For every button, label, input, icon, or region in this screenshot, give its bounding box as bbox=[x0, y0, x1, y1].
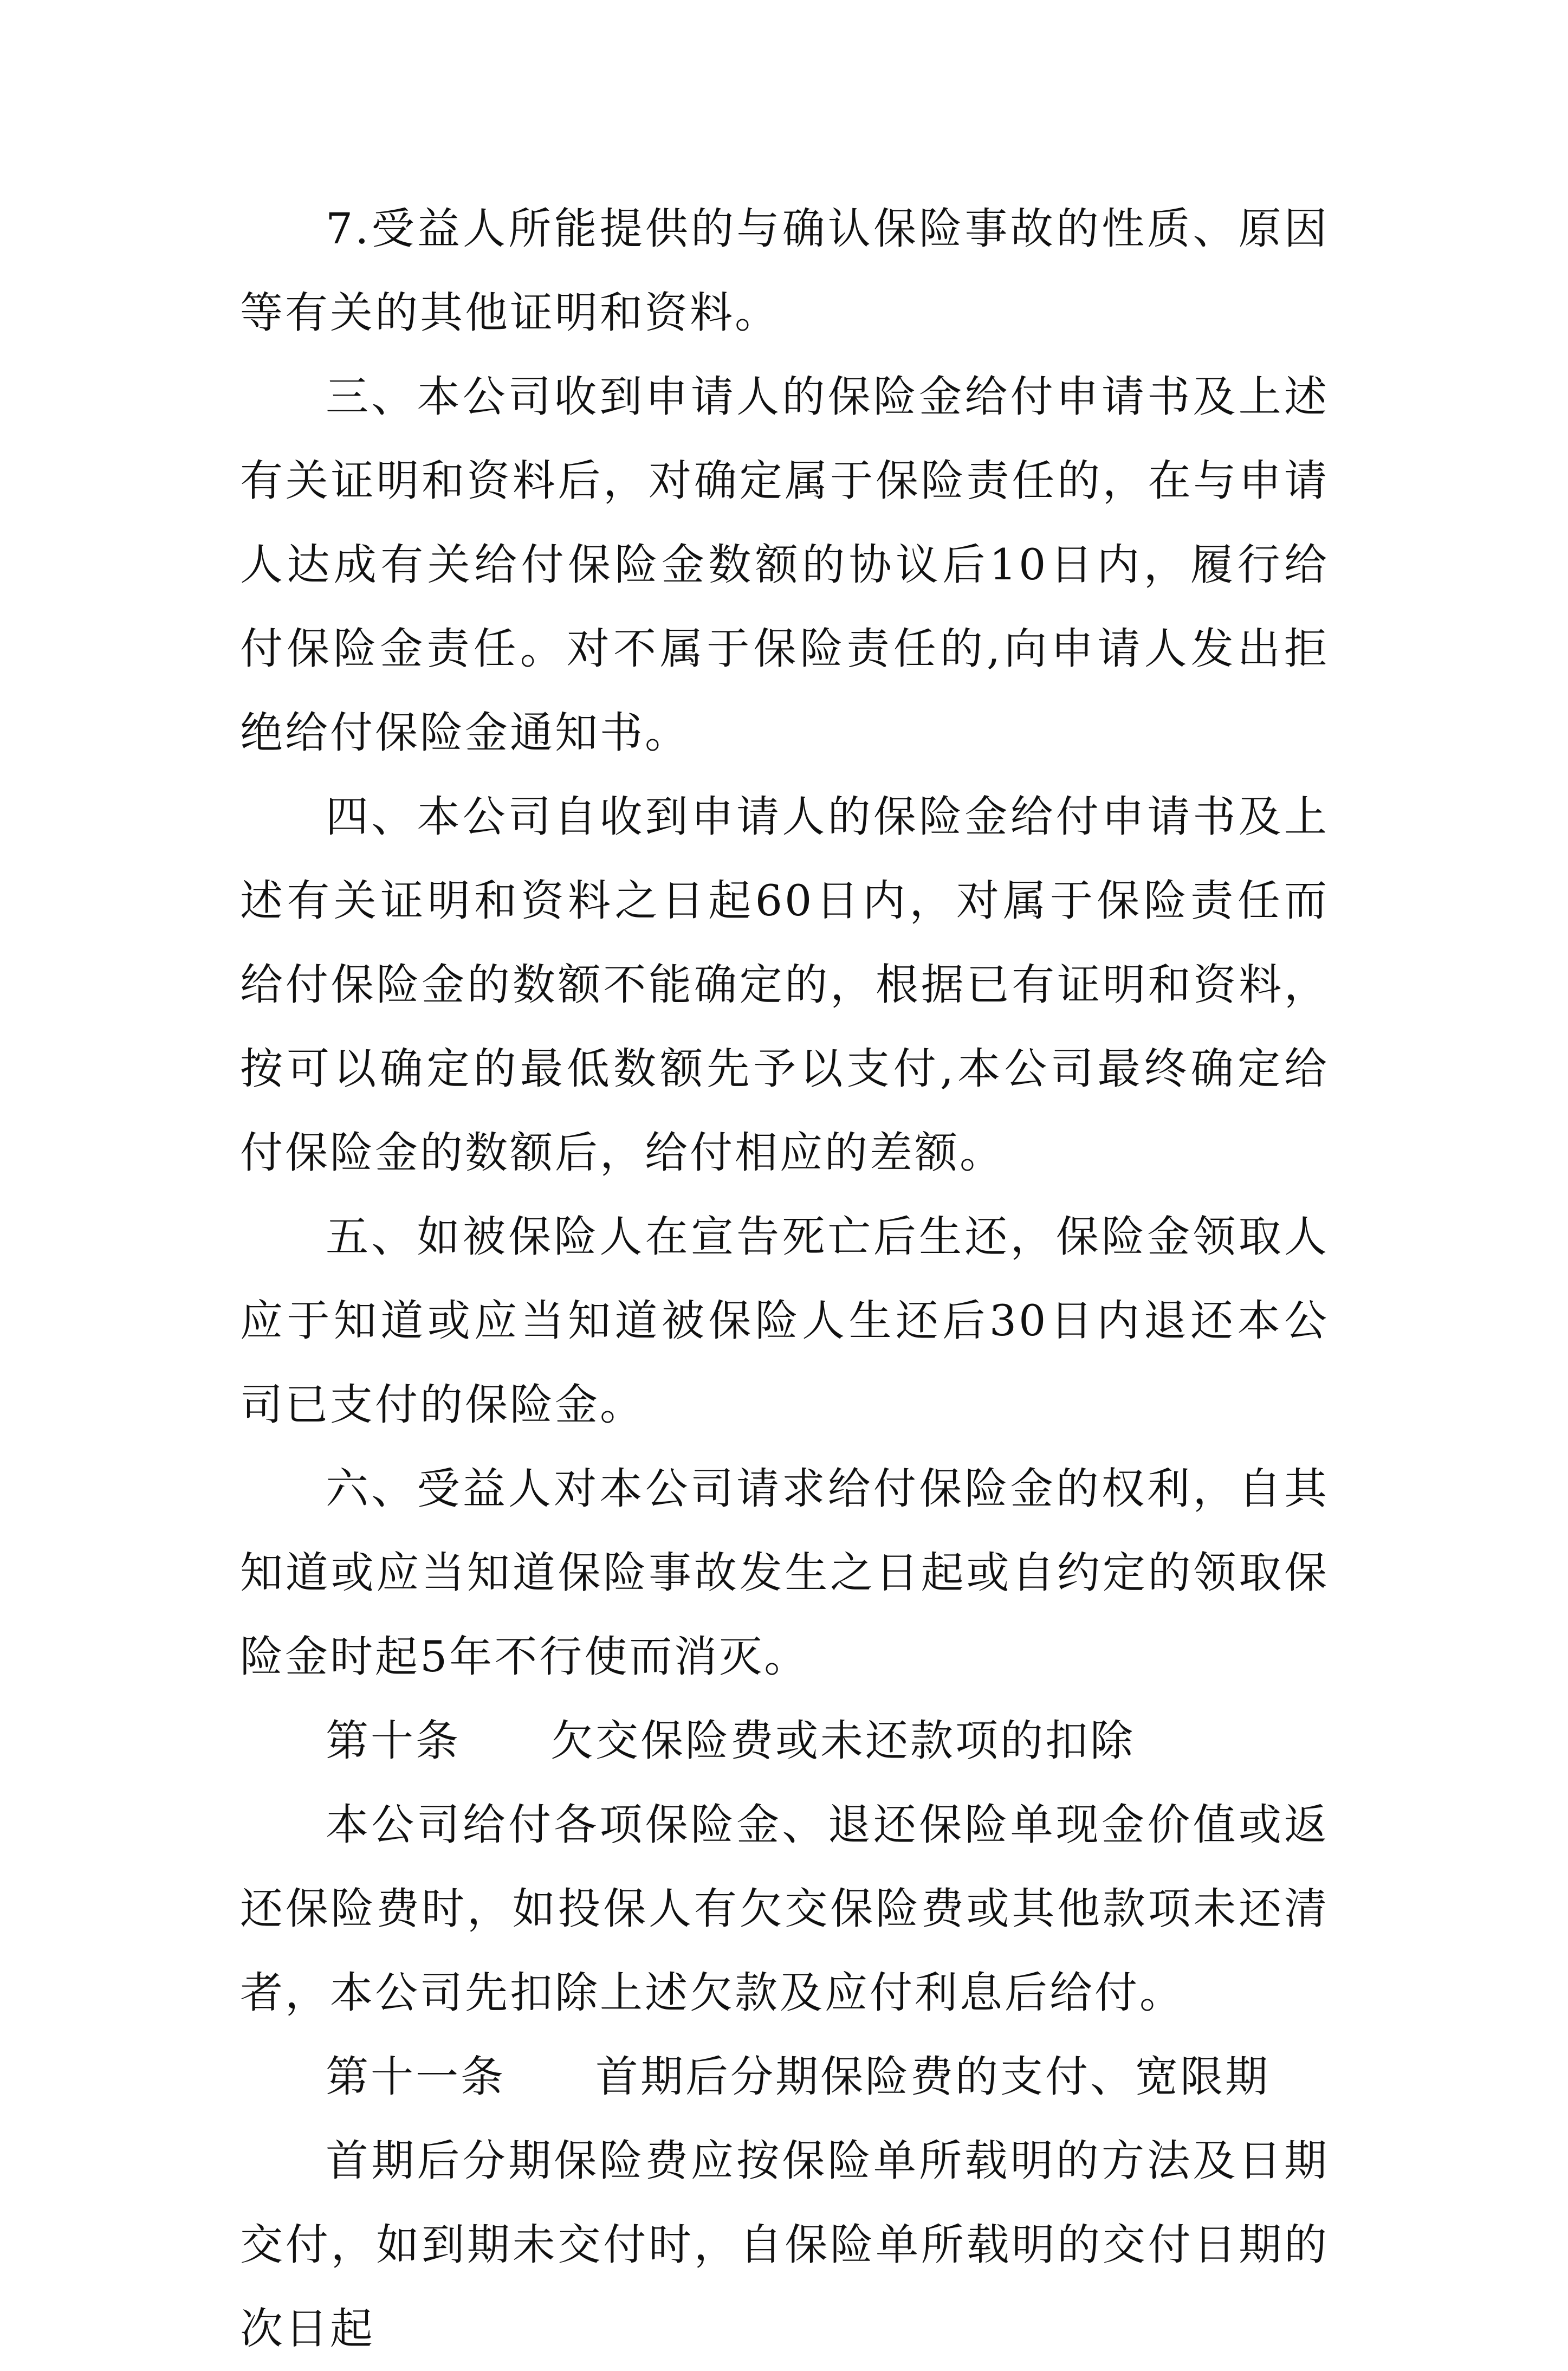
paragraph-item-7: 7.受益人所能提供的与确认保险事故的性质、原因等有关的其他证明和资料。 bbox=[240, 204, 1329, 338]
paragraph-section-4: 四、本公司自收到申请人的保险金给付申请书及上述有关证明和资料之日起60日内，对属于保险责任而给付保险金的数额不能确定的，根据已有证明和资料，按可以确定的最低数额先予以支付,本公司最终确定给付保险金的数额后，给付相应的差额。 bbox=[240, 792, 1329, 1178]
paragraph-section-5: 五、如被保险人在宣告死亡后生还，保险金领取人应于知道或应当知道被保险人生还后30日内退还本公司已支付的保险金。 bbox=[240, 1212, 1329, 1430]
paragraph-section-6: 六、受益人对本公司请求给付保险金的权利，自其知道或应当知道保险事故发生之日起或自约定的领取保险金时起5年不行使而消灭。 bbox=[240, 1464, 1329, 1682]
article-11-body: 首期后分期保险费应按保险单所载明的方法及日期交付，如到期未交付时，自保险单所载明的交付日期的次日起 bbox=[240, 2136, 1329, 2354]
paragraph-section-3: 三、本公司收到申请人的保险金给付申请书及上述有关证明和资料后，对确定属于保险责任的，在与申请人达成有关给付保险金数额的协议后10日内，履行给付保险金责任。对不属于保险责任的,向申请人发出拒绝给付保险金通知书。 bbox=[240, 372, 1329, 758]
document-body bbox=[240, 187, 1329, 2371]
article-11-heading: 第十一条 首期后分期保险费的支付、宽限期 bbox=[326, 2052, 1270, 2102]
article-10-body: 本公司给付各项保险金、退还保险单现金价值或返还保险费时，如投保人有欠交保险费或其他款项未还清者，本公司先扣除上述欠款及应付利息后给付。 bbox=[240, 1800, 1329, 2018]
article-10-heading: 第十条 欠交保险费或未还款项的扣除 bbox=[326, 1716, 1135, 1766]
